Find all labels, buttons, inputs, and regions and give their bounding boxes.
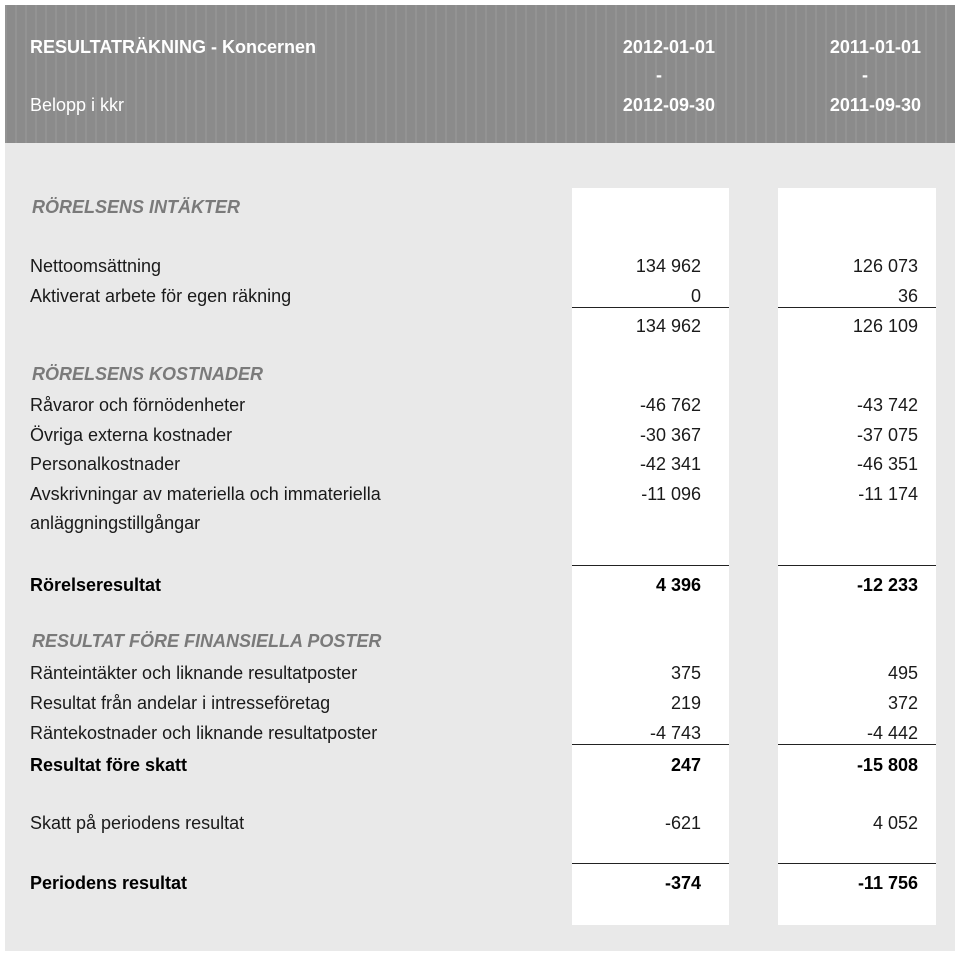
period2-end: 2011-09-30 (829, 95, 921, 115)
period-result-rule-2012 (572, 863, 729, 864)
value-2012-interest-expense: -4 743 (649, 723, 701, 743)
value-2012-operating-result: 4 396 (655, 575, 701, 595)
value-2012-result-before-tax: 247 (670, 755, 701, 775)
statement-title: RESULTATRÄKNING - Koncernen (30, 37, 316, 57)
table-header (5, 5, 955, 143)
value-2011-interest-income: 495 (887, 663, 918, 683)
section-financial-items: RESULTAT FÖRE FINANSIELLA POSTER (32, 631, 382, 651)
value-2012-other-external: -30 367 (639, 425, 701, 445)
value-2011-operating-result: -12 233 (856, 575, 918, 595)
operating-result-rule-2011 (778, 565, 936, 566)
period-result-rule-2011 (778, 863, 936, 864)
value-2011-raw-materials: -43 742 (856, 395, 918, 415)
row-label-period-result: Periodens resultat (30, 873, 188, 893)
pre-tax-rule-2012 (572, 744, 729, 745)
period1-end: 2012-09-30 (622, 95, 715, 115)
row-label-net-sales: Nettoomsättning (30, 256, 162, 276)
row-label-depreciation-line2: anläggningstillgångar (30, 513, 201, 533)
value-2012-interest-income: 375 (670, 663, 701, 683)
operating-result-rule-2012 (572, 565, 729, 566)
row-label-associates: Resultat från andelar i intresseföretag (30, 693, 331, 713)
value-2012-associates: 219 (670, 693, 701, 713)
amount-unit-label: Belopp i kkr (30, 95, 125, 115)
row-label-tax: Skatt på periodens resultat (30, 813, 245, 833)
period1-start: 2012-01-01 (622, 37, 715, 57)
pre-tax-rule-2011 (778, 744, 936, 745)
row-label-depreciation-line1: Avskrivningar av materiella och immateriella (30, 484, 381, 504)
row-label-operating-result: Rörelseresultat (30, 575, 162, 595)
value-2011-interest-expense: -4 442 (866, 723, 918, 743)
value-2012-net-sales: 134 962 (635, 256, 701, 276)
row-label-capitalized-work: Aktiverat arbete för egen räkning (30, 286, 292, 306)
column-2012-panel (572, 188, 729, 925)
subtotal-rule-2011 (778, 307, 936, 308)
value-2012-capitalized-work: 0 (690, 286, 701, 306)
value-2011-personnel: -46 351 (856, 454, 918, 474)
value-2012-personnel: -42 341 (639, 454, 701, 474)
row-label-result-before-tax: Resultat före skatt (30, 755, 188, 775)
row-label-interest-expense: Räntekostnader och liknande resultatposter (30, 723, 378, 743)
value-2011-income-total: 126 109 (852, 316, 918, 336)
row-label-interest-income: Ränteintäkter och liknande resultatposter (30, 663, 358, 683)
section-operating-income: RÖRELSENS INTÄKTER (32, 197, 241, 217)
period2-dash: - (862, 65, 868, 85)
value-2011-associates: 372 (887, 693, 918, 713)
value-2011-other-external: -37 075 (856, 425, 918, 445)
period2-start: 2011-01-01 (829, 37, 921, 57)
value-2011-tax: 4 052 (872, 813, 918, 833)
value-2012-tax: -621 (664, 813, 701, 833)
value-2012-income-total: 134 962 (635, 316, 701, 336)
value-2012-depreciation: -11 096 (641, 484, 701, 504)
subtotal-rule-2012 (572, 307, 729, 308)
section-operating-costs: RÖRELSENS KOSTNADER (32, 364, 264, 384)
row-label-other-external: Övriga externa kostnader (30, 425, 233, 445)
row-label-personnel: Personalkostnader (30, 454, 181, 474)
period1-dash: - (656, 65, 662, 85)
value-2011-period-result: -11 756 (857, 873, 918, 893)
value-2011-depreciation: -11 174 (858, 484, 918, 504)
value-2011-result-before-tax: -15 808 (856, 755, 918, 775)
value-2012-period-result: -374 (664, 873, 701, 893)
value-2011-net-sales: 126 073 (852, 256, 918, 276)
value-2012-raw-materials: -46 762 (639, 395, 701, 415)
value-2011-capitalized-work: 36 (897, 286, 918, 306)
row-label-raw-materials: Råvaror och förnödenheter (30, 395, 246, 415)
